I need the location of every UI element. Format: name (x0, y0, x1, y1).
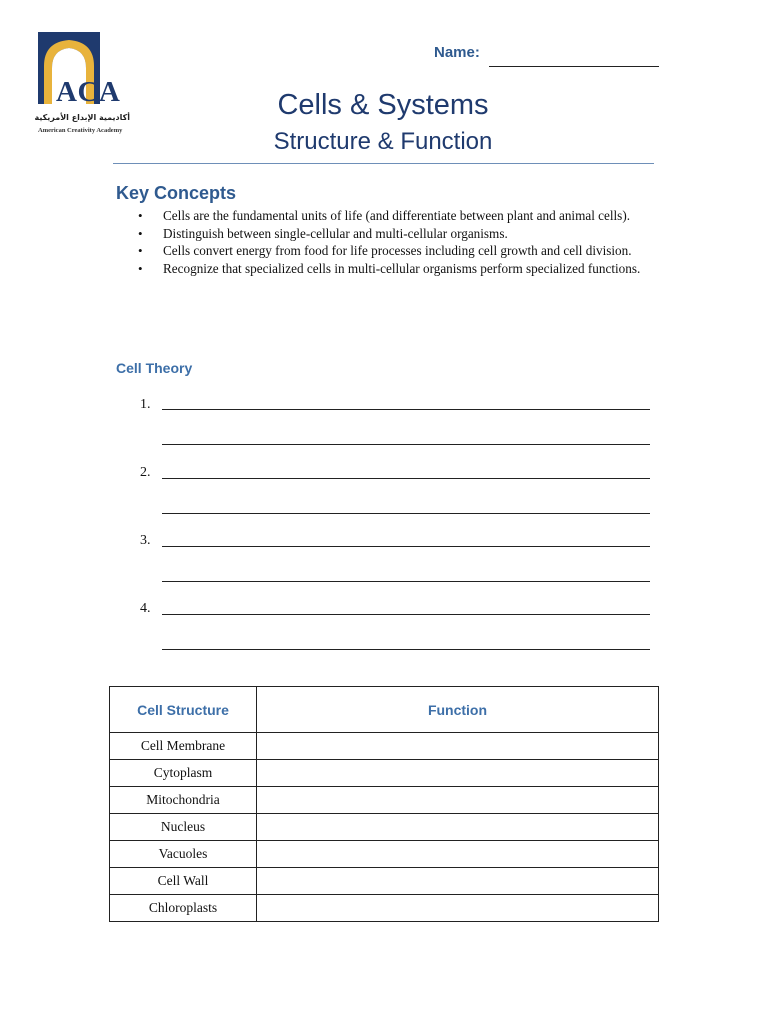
table-row (110, 868, 659, 895)
cell-theory-heading: Cell Theory (116, 360, 193, 376)
logo-arabic-text: أكاديمية الإبداع الأمريكية (34, 113, 130, 122)
function-cell[interactable] (257, 787, 659, 814)
cell-theory-number: 2. (140, 465, 151, 480)
school-logo (34, 32, 138, 140)
function-cell[interactable] (257, 895, 659, 922)
answer-line[interactable] (162, 409, 650, 410)
name-field-line[interactable] (489, 66, 659, 67)
structure-cell: Vacuoles (110, 841, 257, 868)
cell-structure-table (109, 686, 659, 922)
answer-line[interactable] (162, 513, 650, 514)
structure-cell: Chloroplasts (110, 895, 257, 922)
answer-line[interactable] (162, 649, 650, 650)
logo-english-text: American Creativity Academy (38, 127, 123, 134)
structure-cell: Mitochondria (110, 787, 257, 814)
table-header-row (110, 687, 659, 733)
answer-line[interactable] (162, 614, 650, 615)
structure-cell: Cell Wall (110, 868, 257, 895)
list-item: • Cells are the fundamental units of life (and differentiate between plant and animal cells). (116, 207, 646, 225)
table-row (110, 733, 659, 760)
function-cell[interactable] (257, 868, 659, 895)
list-item: • Distinguish between single-cellular and multi-cellular organisms. (116, 225, 646, 243)
cell-theory-number: 3. (140, 533, 151, 548)
table-row (110, 895, 659, 922)
page-subtitle: Structure & Function (273, 128, 493, 155)
answer-line[interactable] (162, 581, 650, 582)
logo-text: ACA (56, 76, 121, 108)
column-header-structure: Cell Structure (110, 687, 257, 733)
name-label: Name: (434, 44, 480, 61)
cell-theory-number: 4. (140, 601, 151, 616)
list-item: • Cells convert energy from food for life processes including cell growth and cell division. (116, 242, 646, 260)
function-cell[interactable] (257, 841, 659, 868)
page-title: Cells & Systems (277, 89, 489, 121)
function-cell[interactable] (257, 733, 659, 760)
function-cell[interactable] (257, 760, 659, 787)
answer-line[interactable] (162, 444, 650, 445)
table-row (110, 814, 659, 841)
answer-line[interactable] (162, 478, 650, 479)
structure-cell: Nucleus (110, 814, 257, 841)
structure-cell: Cytoplasm (110, 760, 257, 787)
table-row (110, 841, 659, 868)
structure-cell: Cell Membrane (110, 733, 257, 760)
column-header-function: Function (257, 687, 659, 733)
list-item: • Recognize that specialized cells in multi-cellular organisms perform specialized functions. (116, 260, 646, 278)
cell-theory-number: 1. (140, 397, 151, 412)
table-row (110, 760, 659, 787)
key-concepts-heading: Key Concepts (116, 183, 237, 203)
answer-line[interactable] (162, 546, 650, 547)
table-row (110, 787, 659, 814)
function-cell[interactable] (257, 814, 659, 841)
title-divider (113, 163, 654, 164)
key-concepts-list (116, 207, 646, 277)
